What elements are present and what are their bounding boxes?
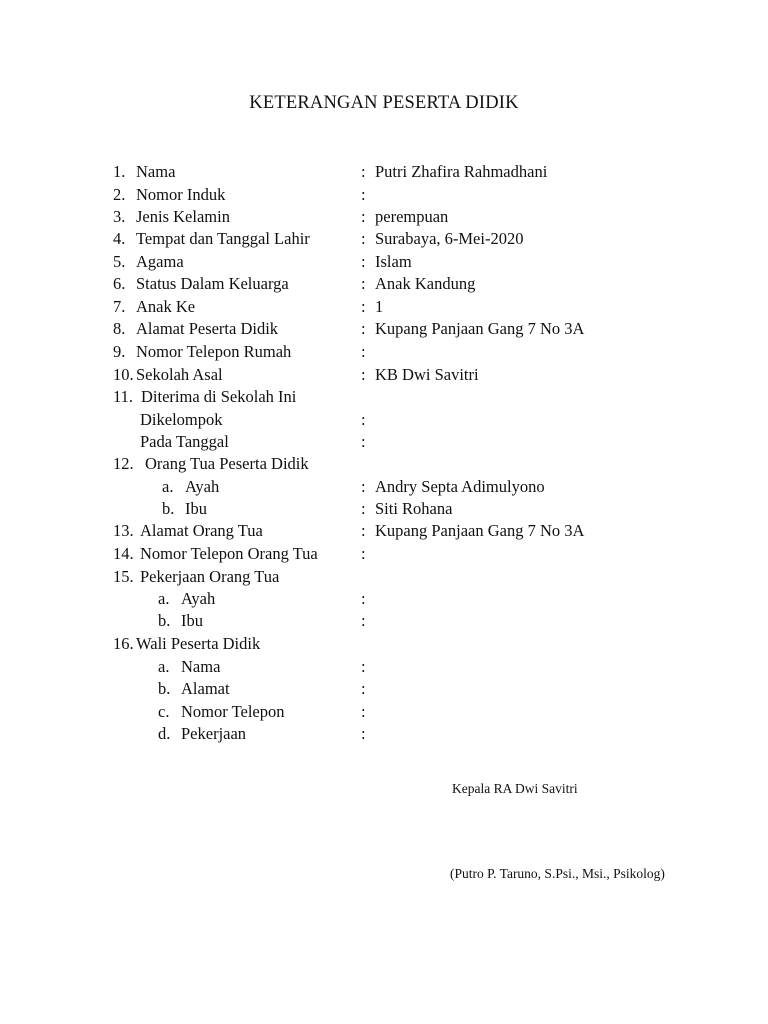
field-label: Status Dalam Keluarga [136,274,289,293]
field-colon: : [361,162,366,181]
field-colon: : [361,297,366,316]
field-number: 9. [113,342,126,361]
field-label: Tempat dan Tanggal Lahir [136,229,310,248]
field-label: Nomor Telepon [181,702,285,721]
field-row-alamat [0,318,768,340]
field-label: Sekolah Asal [136,365,223,384]
field-label: Dikelompok [140,410,223,429]
field-label: Pada Tanggal [140,432,229,451]
field-row-pekerjaan-ortu [0,566,768,588]
field-colon: : [361,499,366,518]
field-colon: : [361,589,366,608]
field-label: Ayah [185,477,220,496]
field-row-nomor-induk [0,184,768,206]
field-number: b. [158,679,171,698]
field-number: 3. [113,207,126,226]
field-row-pekerjaan-ibu [0,610,768,632]
field-number: a. [158,657,170,676]
field-row-wali-alamat [0,678,768,700]
field-label: Wali Peserta Didik [136,634,261,653]
field-colon: : [361,319,366,338]
field-colon: : [361,207,366,226]
field-value: KB Dwi Savitri [375,365,479,384]
field-number: 1. [113,162,126,181]
field-label: Ibu [181,611,203,630]
field-value: Kupang Panjaan Gang 7 No 3A [375,319,585,338]
field-row-pada-tanggal [0,431,768,453]
field-value: Islam [375,252,412,271]
field-value: perempuan [375,207,449,226]
field-label: Nomor Induk [136,185,226,204]
field-value: Siti Rohana [375,499,453,518]
field-colon: : [361,679,366,698]
field-row-pekerjaan-ayah [0,588,768,610]
field-value: 1 [375,297,384,316]
field-number: 2. [113,185,126,204]
field-label: Pekerjaan [181,724,247,743]
field-colon: : [361,342,366,361]
field-row-dikelompok [0,409,768,431]
field-label: Alamat [181,679,230,698]
field-value: Andry Septa Adimulyono [375,477,545,496]
document-title: KETERANGAN PESERTA DIDIK [249,93,519,113]
signature-title: Kepala RA Dwi Savitri [452,781,578,796]
field-colon: : [361,544,366,563]
field-number: 7. [113,297,126,316]
field-label: Orang Tua Peserta Didik [145,454,309,473]
field-value: Anak Kandung [375,274,476,293]
field-row-jenis-kelamin [0,206,768,228]
field-colon: : [361,252,366,271]
field-colon: : [361,274,366,293]
field-number: d. [158,724,171,743]
field-label: Nama [181,657,221,676]
field-number: 5. [113,252,126,271]
field-colon: : [361,702,366,721]
field-number: 10. [113,365,134,384]
field-row-wali-telepon [0,701,768,723]
field-number: a. [158,589,170,608]
field-number: 8. [113,319,126,338]
field-value: Kupang Panjaan Gang 7 No 3A [375,521,585,540]
field-label: Pekerjaan Orang Tua [140,567,280,586]
field-row-ayah [0,476,768,498]
field-number: 15. [113,567,134,586]
field-number: 4. [113,229,126,248]
field-row-anak-ke [0,296,768,318]
field-value: Surabaya, 6-Mei-2020 [375,229,524,248]
field-label: Diterima di Sekolah Ini [141,387,297,406]
field-row-wali [0,633,768,655]
field-row-sekolah-asal [0,364,768,386]
field-number: b. [162,499,175,518]
field-label: Ibu [185,499,207,518]
field-colon: : [361,611,366,630]
field-colon: : [361,432,366,451]
field-row-wali-nama [0,656,768,678]
field-row-wali-pekerjaan [0,723,768,745]
field-label: Nomor Telepon Orang Tua [140,544,318,563]
field-label: Jenis Kelamin [136,207,230,226]
field-row-ibu [0,498,768,520]
field-number: b. [158,611,171,630]
field-label: Nomor Telepon Rumah [136,342,292,361]
field-row-nama [0,161,768,183]
field-colon: : [361,185,366,204]
field-label: Anak Ke [136,297,196,316]
field-number: 14. [113,544,134,563]
field-number: 11. [113,387,134,406]
field-row-ttl [0,228,768,250]
field-row-alamat-ortu [0,520,768,542]
field-value: Putri Zhafira Rahmadhani [375,162,548,181]
field-colon: : [361,657,366,676]
field-label: Nama [136,162,176,181]
field-number: 16. [113,634,134,653]
field-label: Ayah [181,589,216,608]
field-number: 13. [113,521,134,540]
field-colon: : [361,521,366,540]
field-label: Agama [136,252,184,271]
field-colon: : [361,365,366,384]
field-colon: : [361,477,366,496]
field-number: a. [162,477,174,496]
field-row-telepon-ortu [0,543,768,565]
field-row-agama [0,251,768,273]
field-colon: : [361,724,366,743]
signature-name: (Putro P. Taruno, S.Psi., Msi., Psikolog) [450,866,665,881]
field-row-telepon-rumah [0,341,768,363]
field-colon: : [361,229,366,248]
field-row-status-keluarga [0,273,768,295]
field-number: c. [158,702,170,721]
field-row-orang-tua [0,453,768,475]
field-row-diterima [0,386,768,408]
field-label: Alamat Peserta Didik [136,319,279,338]
field-number: 6. [113,274,126,293]
field-number: 12. [113,454,134,473]
field-label: Alamat Orang Tua [140,521,263,540]
field-colon: : [361,410,366,429]
